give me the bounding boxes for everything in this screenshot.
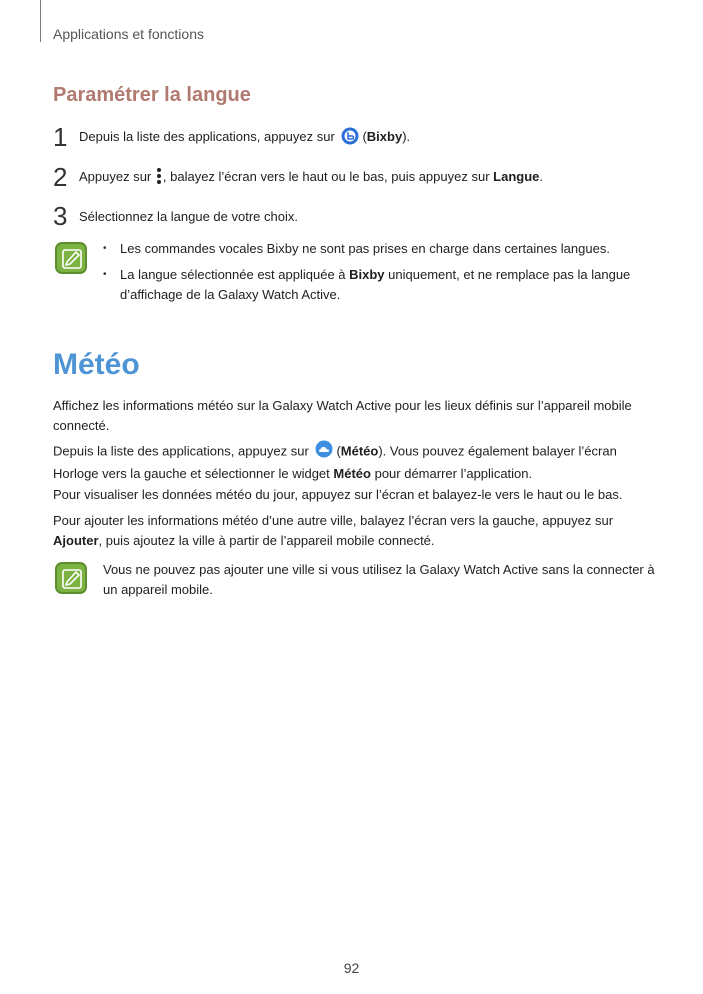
weather-icon xyxy=(315,440,333,464)
bixby-icon xyxy=(341,127,359,148)
step-text: Appuyez sur , balayez l’écran vers le haut ou le bas, puis appuyez sur Langue. xyxy=(79,167,543,188)
note-bullets xyxy=(103,239,663,311)
header-rule xyxy=(40,0,41,42)
step-number: 1 xyxy=(53,122,68,152)
paragraph: Affichez les informations météo sur la Galaxy Watch Active pour les lieux définis sur l’appareil mobile connecté. xyxy=(53,398,632,433)
step-3 xyxy=(53,203,653,229)
section-heading-langue: Paramétrer la langue xyxy=(53,84,251,106)
step-1 xyxy=(53,124,653,150)
header-title: Applications et fonctions xyxy=(53,26,204,42)
paragraph: Pour ajouter les informations météo d’une autre ville, balayez l’écran vers la gauche, appuyez sur Ajouter, puis ajoutez la ville à partir de l’appareil mobile connecté. xyxy=(53,513,614,548)
note-icon xyxy=(55,562,87,594)
more-options-icon xyxy=(156,167,162,188)
step-number: 3 xyxy=(53,201,68,231)
step-2 xyxy=(53,164,653,190)
page-number: 92 xyxy=(343,960,360,976)
note-bullet: • La langue sélectionnée est appliquée à Bixby uniquement, et ne remplace pas la langue d’affichage de la Galaxy Watch Active. xyxy=(103,265,663,305)
note-text: Vous ne pouvez pas ajouter une ville si vous utilisez la Galaxy Watch Active sans la connecter à un appareil mobile. xyxy=(103,562,655,597)
step-text: Sélectionnez la langue de votre choix. xyxy=(79,208,298,224)
step-text: Depuis la liste des applications, appuyez sur (Bixby). xyxy=(79,127,410,148)
section-heading-meteo: Météo xyxy=(53,348,140,381)
paragraph: Depuis la liste des applications, appuyez sur (Météo). Vous pouvez également balayer l’écran Horloge vers la gauche et sélectionner le widget Météo pour démarrer l’application. xyxy=(53,440,653,484)
note-bullet: • Les commandes vocales Bixby ne sont pas prises en charge dans certaines langues. xyxy=(103,239,663,259)
paragraph: Pour visualiser les données météo du jour, appuyez sur l’écran et balayez-le vers le haut ou le bas. xyxy=(53,487,623,502)
step-number: 2 xyxy=(53,162,68,192)
note-icon xyxy=(55,242,87,274)
